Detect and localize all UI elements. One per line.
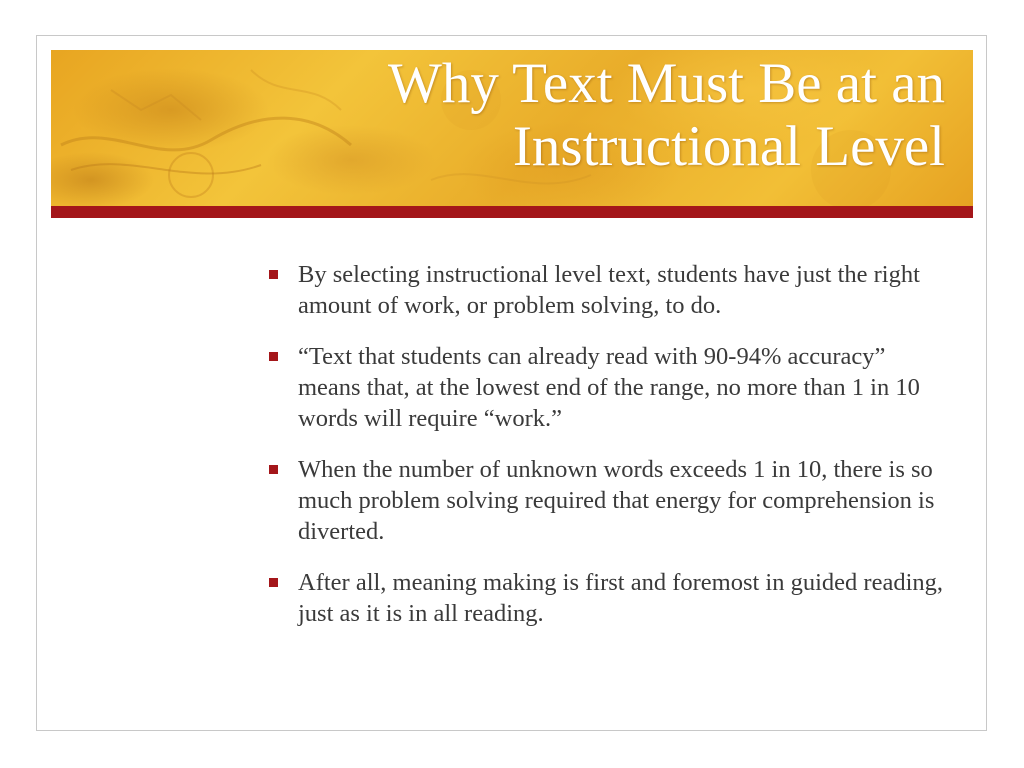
title-divider-bar <box>51 206 973 218</box>
bullet-item-2 <box>268 341 948 434</box>
bullet-text-4: After all, meaning making is first and foremost in guided reading, just as it is in all reading. <box>298 569 944 627</box>
slide-title-line-1: Why Text Must Be at an <box>388 52 945 115</box>
square-bullet-icon <box>269 352 278 361</box>
square-bullet-icon <box>269 465 278 474</box>
slide-title-line-2: Instructional Level <box>512 115 945 178</box>
bullet-text-3: When the number of unknown words exceeds 1 in 10, there is so much problem solving required that energy for comprehension is diverted. <box>298 456 935 545</box>
bullet-item-4 <box>268 567 948 629</box>
square-bullet-icon <box>269 270 278 279</box>
bullet-list <box>268 259 948 649</box>
title-banner <box>51 50 973 206</box>
square-bullet-icon <box>269 578 278 587</box>
slide-title <box>85 52 945 178</box>
bullet-text-1: By selecting instructional level text, students have just the right amount of work, or problem solving, to do. <box>298 261 920 319</box>
bullet-item-1 <box>268 259 948 321</box>
bullet-item-3 <box>268 454 948 547</box>
bullet-text-2: “Text that students can already read with 90-94% accuracy” means that, at the lowest end of the range, no more than 1 in 10 words will require “work.” <box>298 343 920 432</box>
